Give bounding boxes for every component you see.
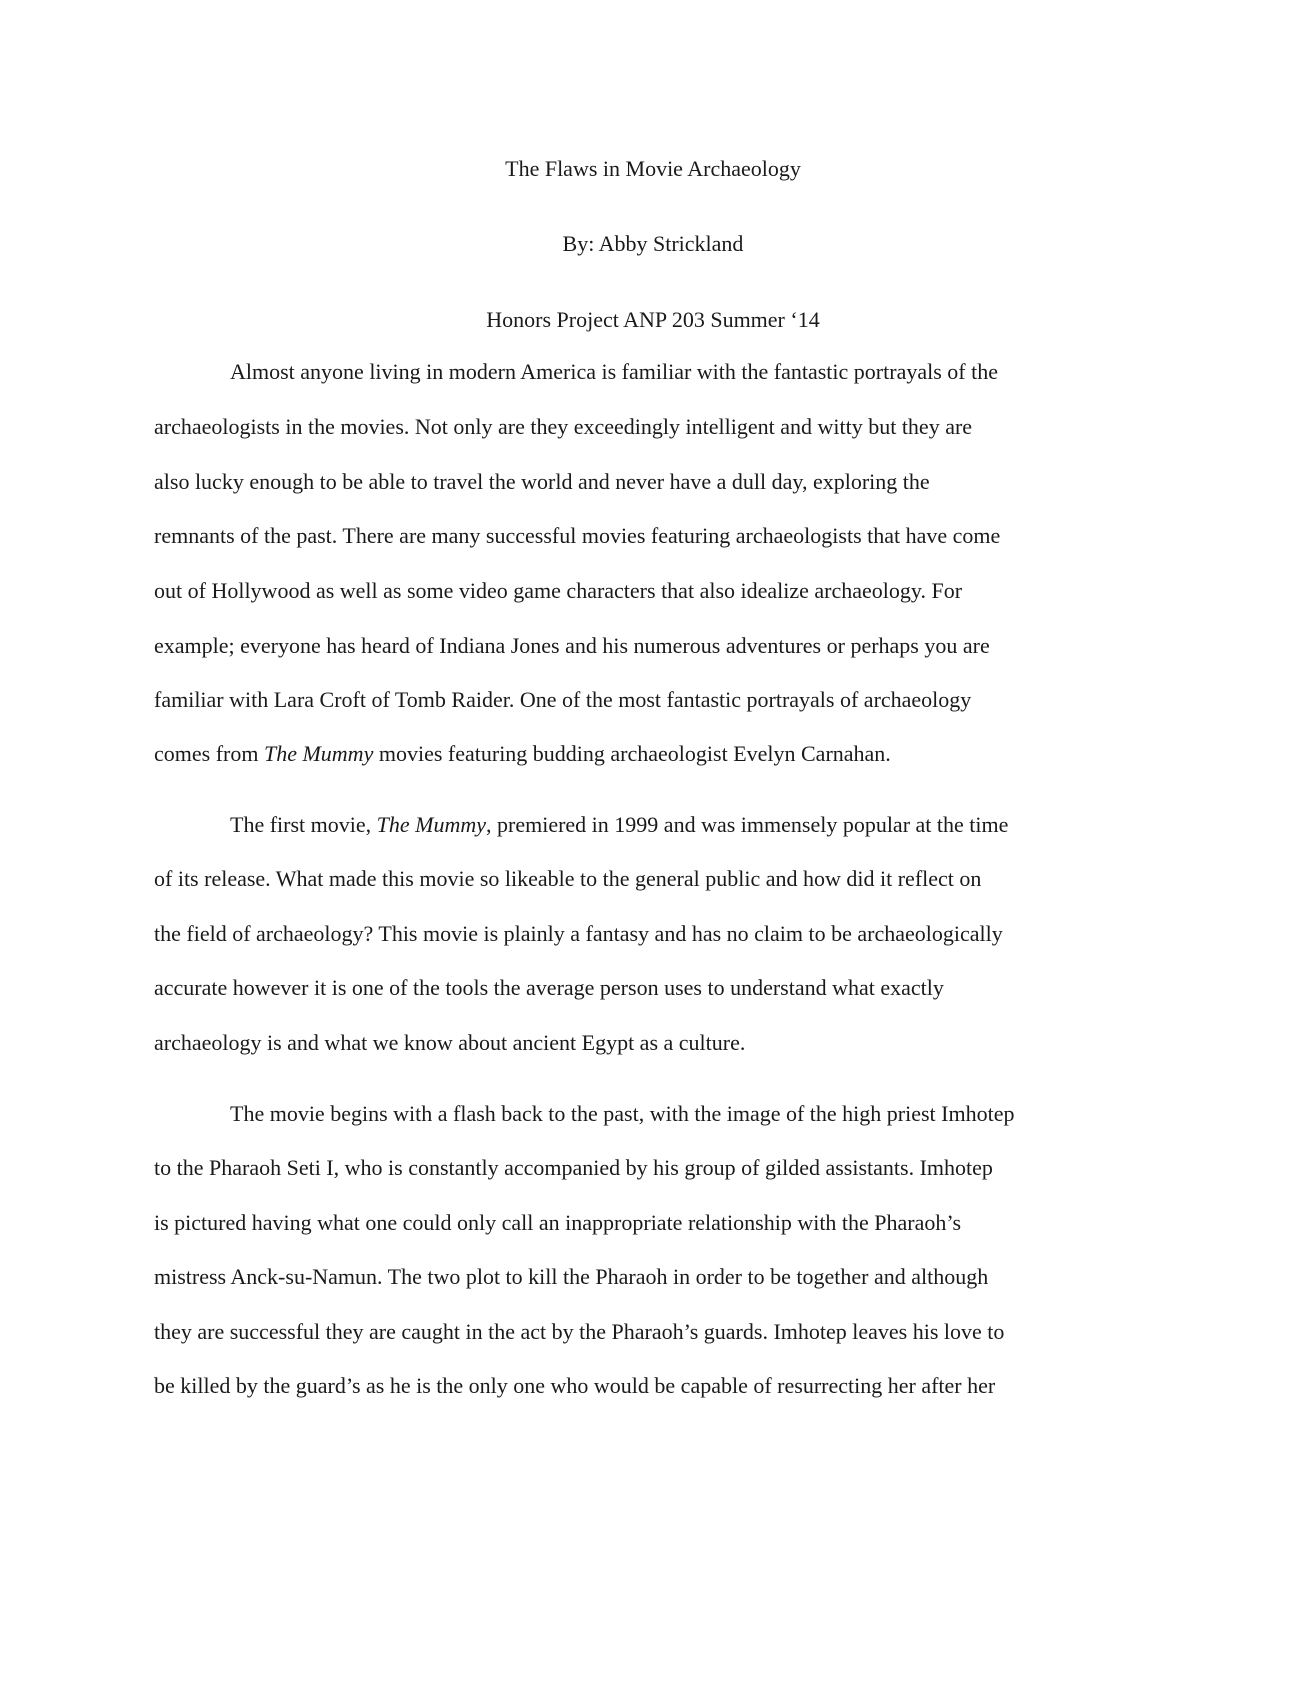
paragraph-2-line-3: the field of archaeology? This movie is plainly a fantasy and has no claim to be archaeologically [154, 921, 1003, 946]
line-text-end: , premiered in 1999 and was immensely popular at the time [486, 812, 1009, 837]
paragraph-3-line-3: is pictured having what one could only call an inappropriate relationship with the Pharaoh’s [154, 1210, 962, 1235]
paragraph-1-line-3: also lucky enough to be able to travel the world and never have a dull day, exploring the [154, 469, 930, 494]
course-label: Honors Project ANP 203 Summer ‘14 [486, 307, 820, 332]
paragraph-3-line-2: to the Pharaoh Seti I, who is constantly accompanied by his group of gilded assistants. Imhotep [154, 1155, 993, 1180]
paragraph-2-line-2: of its release. What made this movie so likeable to the general public and how did it reflect on [154, 866, 982, 891]
paragraph-3-line-6: be killed by the guard’s as he is the only one who would be capable of resurrecting her after her [154, 1373, 996, 1398]
paragraph-2-line-5: archaeology is and what we know about ancient Egypt as a culture. [154, 1030, 746, 1055]
paragraph-1-line-7: familiar with Lara Croft of Tomb Raider. One of the most fantastic portrayals of archaeology [154, 687, 972, 712]
paragraph-3-line-5: they are successful they are caught in the act by the Pharaoh’s guards. Imhotep leaves his love to [154, 1319, 1005, 1344]
movie-title-italic: The Mummy [376, 812, 487, 837]
paragraph-2-line-1 [230, 810, 1008, 840]
paragraph-1-line-5: out of Hollywood as well as some video game characters that also idealize archaeology. For [154, 578, 963, 603]
paragraph-3-line-1: The movie begins with a flash back to the past, with the image of the high priest Imhotep [230, 1101, 1015, 1126]
line-text-end: movies featuring budding archaeologist Evelyn Carnahan. [373, 741, 891, 766]
paragraph-1-line-6: example; everyone has heard of Indiana Jones and his numerous adventures or perhaps you are [154, 633, 990, 658]
line-text-start: comes from [154, 741, 264, 766]
movie-title-italic: The Mummy [263, 741, 374, 766]
paragraph-1-line-1: Almost anyone living in modern America is familiar with the fantastic portrayals of the [230, 359, 998, 384]
paragraph-1-line-4: remnants of the past. There are many successful movies featuring archaeologists that have come [154, 523, 1001, 548]
paragraph-2-line-4: accurate however it is one of the tools the average person uses to understand what exactly [154, 975, 944, 1000]
line-text-start: The first movie, [230, 812, 377, 837]
document-title: The Flaws in Movie Archaeology [505, 156, 801, 181]
paragraph-3-line-4: mistress Anck-su-Namun. The two plot to kill the Pharaoh in order to be together and although [154, 1264, 989, 1289]
paragraph-1-line-8 [154, 739, 891, 769]
paragraph-1-line-2: archaeologists in the movies. Not only are they exceedingly intelligent and witty but they are [154, 414, 973, 439]
author-byline: By: Abby Strickland [562, 231, 744, 256]
